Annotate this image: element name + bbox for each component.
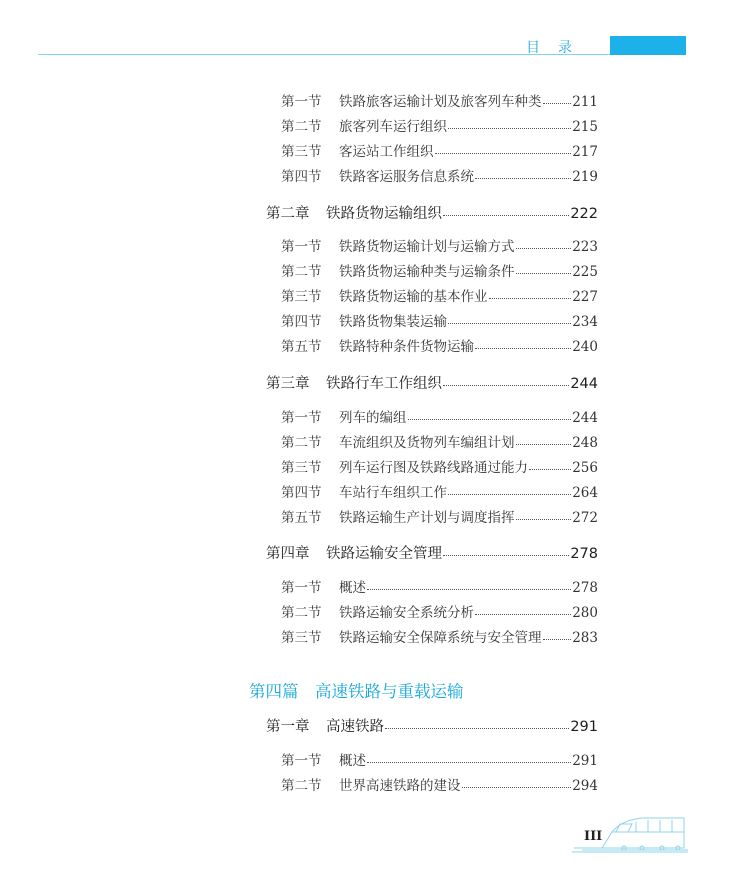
- entry-title: 概述: [339, 753, 366, 769]
- dot-leader: [408, 419, 572, 420]
- entry-page: 222: [570, 206, 598, 222]
- dot-leader: [443, 555, 569, 556]
- entry-number: 第四节: [281, 485, 322, 501]
- entry-number: 第四章: [266, 546, 310, 562]
- entry-number: 第五节: [281, 339, 322, 355]
- toc-section-row: [281, 262, 598, 282]
- entry-page: 283: [572, 630, 598, 646]
- entry-title: 铁路客运服务信息系统: [339, 169, 474, 185]
- dot-leader: [448, 323, 571, 324]
- dot-leader: [516, 519, 572, 520]
- entry-title: 列车运行图及铁路线路通过能力: [339, 460, 528, 476]
- entry-page: 264: [572, 485, 598, 501]
- entry-page: 223: [572, 239, 598, 255]
- toc-section-row: [281, 483, 598, 503]
- toc-chapter-row: [266, 373, 598, 395]
- dot-leader: [462, 787, 572, 788]
- dot-leader: [543, 639, 572, 640]
- entry-title: 铁路特种条件货物运输: [339, 339, 474, 355]
- entry-number: 第一节: [281, 94, 322, 110]
- dot-leader: [448, 128, 571, 129]
- entry-title: 铁路运输安全系统分析: [339, 605, 474, 621]
- toc-section-row: [281, 237, 598, 257]
- entry-number: 第一节: [281, 410, 322, 426]
- entry-page: 244: [572, 410, 598, 426]
- toc-chapter-row: [266, 716, 598, 738]
- toc-chapter-row: [266, 203, 598, 225]
- toc-section-row: [281, 117, 598, 137]
- toc-section-row: [281, 287, 598, 307]
- entry-number: 第二章: [266, 206, 310, 222]
- dot-leader: [516, 248, 572, 249]
- entry-page: 294: [572, 778, 598, 794]
- entry-page: 240: [572, 339, 598, 355]
- entry-title: 铁路货物运输组织: [326, 206, 442, 222]
- train-outline-icon: [572, 812, 690, 854]
- entry-title: 铁路行车工作组织: [326, 376, 442, 392]
- entry-number: 第一节: [281, 580, 322, 596]
- part-number: 第四篇: [249, 682, 299, 701]
- entry-title: 列车的编组: [339, 410, 407, 426]
- entry-title: 铁路货物运输种类与运输条件: [339, 264, 515, 280]
- entry-page: 227: [572, 289, 598, 305]
- entry-title: 铁路货物运输的基本作业: [339, 289, 488, 305]
- dot-leader: [516, 273, 572, 274]
- entry-number: 第二节: [281, 605, 322, 621]
- dot-leader: [543, 103, 572, 104]
- entry-page: 280: [572, 605, 598, 621]
- entry-number: 第一节: [281, 753, 322, 769]
- entry-page: 211: [572, 94, 598, 110]
- toc-section-row: [281, 92, 598, 112]
- toc-section-row: [281, 142, 598, 162]
- dot-leader: [516, 444, 572, 445]
- entry-page: 291: [570, 719, 598, 735]
- toc-section-row: [281, 312, 598, 332]
- part-heading: [249, 678, 464, 702]
- toc-section-row: [281, 337, 598, 357]
- header-title: 目录: [526, 39, 590, 55]
- entry-number: 第三节: [281, 630, 322, 646]
- entry-number: 第三节: [281, 289, 322, 305]
- entry-title: 铁路运输生产计划与调度指挥: [339, 510, 515, 526]
- toc-section-row: [281, 167, 598, 187]
- dot-leader: [367, 762, 571, 763]
- entry-title: 客运站工作组织: [339, 144, 434, 160]
- entry-number: 第二节: [281, 264, 322, 280]
- toc-section-row: [281, 433, 598, 453]
- entry-page: 234: [572, 314, 598, 330]
- part-title: 高速铁路与重载运输: [315, 682, 464, 701]
- entry-number: 第三节: [281, 144, 322, 160]
- header-accent-tab: [610, 36, 686, 55]
- toc-chapter-row: [266, 543, 598, 565]
- entry-page: 217: [572, 144, 598, 160]
- entry-page: 272: [572, 510, 598, 526]
- entry-title: 铁路货物运输计划与运输方式: [339, 239, 515, 255]
- entry-page: 256: [572, 460, 598, 476]
- dot-leader: [385, 728, 569, 729]
- dot-leader: [475, 178, 571, 179]
- toc-section-row: [281, 408, 598, 428]
- entry-number: 第三节: [281, 460, 322, 476]
- toc-section-row: [281, 603, 598, 623]
- dot-leader: [475, 614, 571, 615]
- entry-page: 291: [572, 753, 598, 769]
- toc-section-row: [281, 458, 598, 478]
- entry-page: 219: [572, 169, 598, 185]
- entry-page: 248: [572, 435, 598, 451]
- entry-title: 旅客列车运行组织: [339, 119, 447, 135]
- dot-leader: [529, 469, 571, 470]
- entry-page: 278: [570, 546, 598, 562]
- toc-section-row: [281, 628, 598, 648]
- entry-title: 车流组织及货物列车编组计划: [339, 435, 515, 451]
- dot-leader: [489, 298, 572, 299]
- entry-title: 车站行车组织工作: [339, 485, 447, 501]
- entry-number: 第四节: [281, 314, 322, 330]
- dot-leader: [448, 494, 571, 495]
- dot-leader: [443, 385, 569, 386]
- entry-page: 244: [570, 376, 598, 392]
- dot-leader: [443, 215, 569, 216]
- entry-title: 高速铁路: [326, 719, 384, 735]
- entry-number: 第三章: [266, 376, 310, 392]
- entry-title: 概述: [339, 580, 366, 596]
- entry-number: 第一节: [281, 239, 322, 255]
- entry-number: 第二节: [281, 778, 322, 794]
- entry-title: 铁路运输安全保障系统与安全管理: [339, 630, 542, 646]
- entry-title: 世界高速铁路的建设: [339, 778, 461, 794]
- dot-leader: [475, 348, 571, 349]
- entry-page: 278: [572, 580, 598, 596]
- entry-number: 第二节: [281, 119, 322, 135]
- dot-leader: [367, 589, 571, 590]
- entry-number: 第二节: [281, 435, 322, 451]
- entry-title: 铁路旅客运输计划及旅客列车种类: [339, 94, 542, 110]
- toc-section-row: [281, 508, 598, 528]
- entry-title: 铁路运输安全管理: [326, 546, 442, 562]
- toc-section-row: [281, 776, 598, 796]
- entry-page: 225: [572, 264, 598, 280]
- entry-number: 第四节: [281, 169, 322, 185]
- entry-number: 第五节: [281, 510, 322, 526]
- entry-number: 第一章: [266, 719, 310, 735]
- page-number: III: [584, 829, 603, 844]
- entry-page: 215: [572, 119, 598, 135]
- dot-leader: [435, 153, 572, 154]
- toc-section-row: [281, 578, 598, 598]
- entry-title: 铁路货物集装运输: [339, 314, 447, 330]
- toc-section-row: [281, 751, 598, 771]
